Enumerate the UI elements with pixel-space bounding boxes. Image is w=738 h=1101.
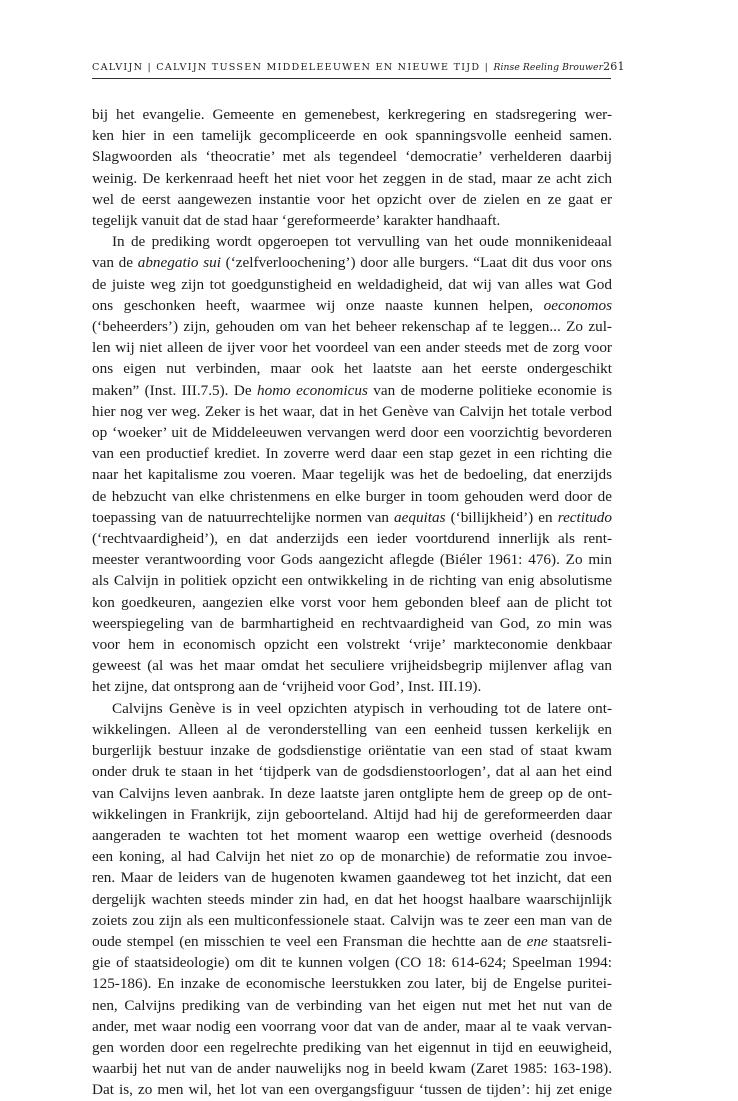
text-line: burgerlijk bestuur inzake de godsdienstige oriëntatie van een stad of staat kwam: [92, 742, 612, 760]
running-header: [92, 60, 625, 79]
text-line: als Calvijn in politiek opzicht een ontwikkeling in de richting van enig absolutisme: [92, 572, 612, 590]
text-line: het zijne, dat ontsprong aan de ‘vrijheid voor God’, Inst. III.19).: [92, 678, 482, 696]
text-line: wel de eerst aangewezen instantie voor het opzicht over de zielen en ze gaat er: [92, 190, 612, 208]
text-line: op ‘woeker’ uit de Middeleeuwen vervangen werd door een voorzichtig bevorderen: [92, 424, 612, 442]
text-line: Calvijns Genève is in veel opzichten atypisch in verhouding tot de latere ont-: [112, 699, 612, 717]
text-line: len wij niet alleen de ijver voor het voordeel van een ander steeds met de zorg voor: [92, 339, 612, 357]
text-line: (‘beheerders’) zijn, gehouden om van het beheer rekenschap af te leggen... Zo zul-: [92, 318, 612, 336]
text-line: wikkelingen. Alleen al de veronderstelling van een eenheid tussen kerkelijk en: [92, 720, 612, 738]
text-line: gie of staatsideologie) om dit te kunnen volgen (CO 18: 614-624; Speelman 1994:: [92, 954, 612, 972]
body-text: [92, 104, 612, 1101]
text-line: meester verantwoording voor Gods aangezicht aflegde (Biéler 1961: 476). Zo min: [92, 551, 612, 569]
running-header-title: [92, 62, 603, 73]
text-line: ken hier in een tamelijk gecompliceerde en ook spanningsvolle eenheid samen.: [92, 127, 612, 145]
text-line: hier nog ver weg. Zeker is het waar, dat in het Genève van Calvijn het totale verbod: [92, 402, 612, 420]
text-line: geweest (al was het maar omdat het seculiere vrijheidsbegrip mijlenver aflag van: [92, 657, 612, 675]
text-line: (‘rechtvaardigheid’), en dat anderzijds een ieder voortdurend innerlijk als rent-: [92, 530, 612, 548]
header-title-text: CALVIJN | CALVIJN TUSSEN MIDDELEEUWEN EN NIEUWE TIJD |: [92, 62, 490, 73]
text-line: weinig. De kerkenraad heeft het niet voor het zeggen in de stad, maar ze acht zich: [92, 169, 612, 187]
text-line: van Calvijns leven aanbrak. In deze laatste jaren ontglipte hem de greep op de ont-: [92, 784, 612, 802]
text-line: van een productief krediet. In zoverre werd daar een stap gezet in een richting die: [92, 445, 612, 463]
text-line: ons eigen nut verbinden, maar ook het laatste aan het eerste ondergeschikt: [92, 360, 612, 378]
text-line: naar het kapitalisme zou voeren. Maar tegelijk was het de bedoeling, dat enerzijds: [92, 466, 612, 484]
text-line: Slagwoorden als ‘theocratie’ met als tegendeel ‘democratie’ verhelderen daarbij: [92, 148, 612, 166]
text-line: de hebzucht van elke christenmens en elke burger in toom gehouden werd door de: [92, 487, 612, 505]
header-author: Rinse Reeling Brouwer: [493, 62, 604, 73]
text-line: gen worden door een regelrechte prediking van het eigennut in tijd en eeuwigheid,: [92, 1038, 612, 1056]
text-line: maken” (Inst. III.7.5). De homo economicus van de moderne politieke economie is: [92, 381, 612, 399]
text-line: een koning, al had Calvijn het niet zo op de monarchie) de reformatie zou invoe-: [92, 848, 612, 866]
text-line: toepassing van de natuurrechtelijke normen van aequitas (‘billijkheid’) en rectitudo: [92, 508, 612, 526]
text-line: ons geschonken heeft, waarmee wij onze naaste kunnen helpen, oeconomos: [92, 296, 612, 314]
text-line: zoiets zou zijn als een multiconfessionele staat. Calvijn was te zeer een man van de: [92, 911, 612, 929]
text-line: 125-186). En inzake de economische leerstukken zou later, bij de Engelse puritei-: [92, 975, 612, 993]
text-line: dergelijk wachten steeds minder zin had, en dat het hoogst haalbare waarschijnlijk: [92, 890, 612, 908]
text-line: bij het evangelie. Gemeente en gemenebest, kerkregering en stadsregering wer-: [92, 106, 612, 123]
text-line: In de prediking wordt opgeroepen tot vervulling van het oude monnikenideaal: [112, 233, 612, 251]
text-line: nen, Calvijns prediking van de verbinding van het eigen nut met het nut van de: [92, 996, 612, 1014]
page-number: 261: [603, 60, 625, 73]
text-line: van de abnegatio sui (‘zelfverloochening’) door alle burgers. “Laat dit dus voor ons: [92, 254, 613, 272]
text-line: aangeraden te wachten tot het moment waarop een wettige overheid (desnoods: [92, 826, 612, 844]
text-line: waarbij het nut van de ander nauwelijks nog in beeld kwam (Zaret 1985: 163-198).: [92, 1060, 612, 1078]
text-line: de juiste weg zijn tot goedgunstigheid en weldadigheid, dat wij van alles wat God: [92, 275, 612, 293]
text-line: ander, met waar nodig een voorrang voor dat van de ander, maar al te vaak vervan-: [92, 1017, 612, 1035]
text-line: ren. Maar de leiders van de hugenoten kwamen gaandeweg tot het inzicht, dat een: [92, 869, 612, 887]
text-line: kon goedkeuren, aangezien elke vorst voor hem gebonden bleef aan de plicht tot: [92, 593, 612, 611]
text-line: onder druk te staan in het ‘tijdperk van de godsdienstoorlogen’, dat al aan het eind: [92, 763, 612, 781]
text-line: oude stempel (en misschien te veel een Fransman die hechtte aan de ene staatsreli-: [92, 932, 612, 950]
text-line: tegelijk vanuit dat de stad haar ‘gereformeerde’ karakter handhaaft.: [92, 212, 501, 230]
text-line: weerspiegeling van de barmhartigheid en rechtvaardigheid van God, zo min was: [92, 614, 612, 632]
text-line: voor hem in economisch opzicht een volstrekt ‘vrije’ markteconomie denkbaar: [92, 636, 612, 654]
text-line: wikkelingen in Frankrijk, zijn geboorteland. Altijd had hij de gereformeerden daar: [92, 805, 612, 823]
text-line: Dat is, zo men wil, het lot van een overgangsfiguur ‘tussen de tijden’: hij zet enige: [92, 1081, 612, 1099]
